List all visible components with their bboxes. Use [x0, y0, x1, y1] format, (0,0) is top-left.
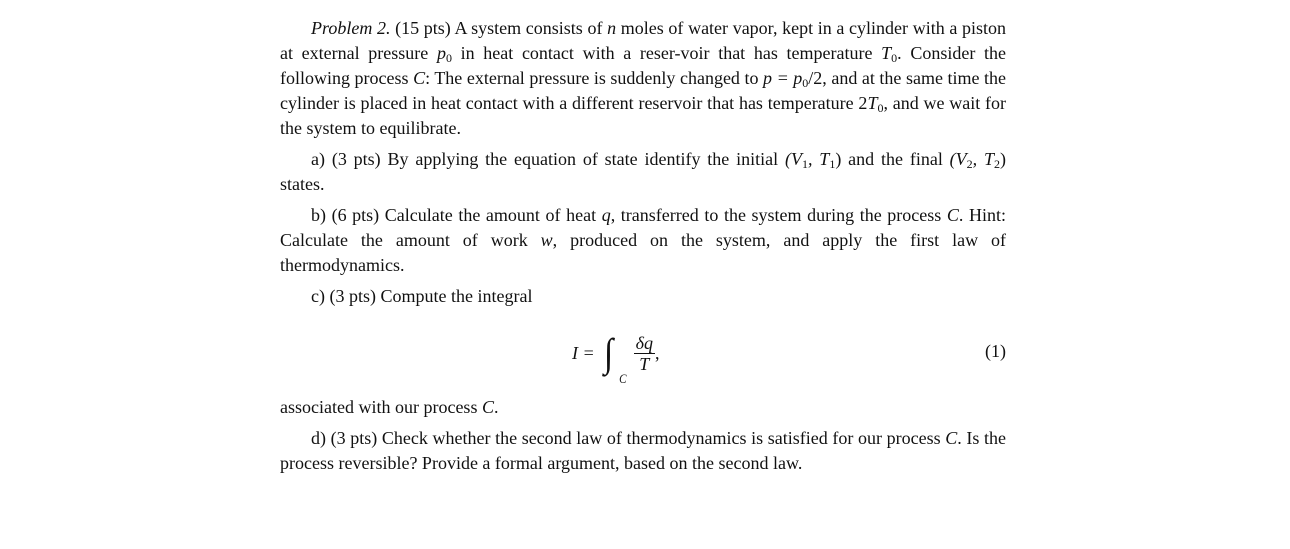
math-T0: $T_0$ [867, 93, 884, 115]
part-c: c) (3 pts) Compute the integral [311, 286, 533, 306]
fraction [634, 333, 655, 374]
part-c-after: associated with our process C. [280, 397, 499, 417]
math-p0: $p_0$ [436, 43, 452, 65]
equation-number: (1) [985, 341, 1006, 361]
intro-text: A system consists of [454, 18, 603, 38]
fraction-numerator: δq [635, 332, 653, 353]
math-p-eq: $p = p_0/2$ [763, 68, 823, 90]
problem-points: (15 pts) [395, 18, 451, 38]
part-a: a) (3 pts) By applying the equation of state identify the initial ($V_1$, $T_1$) and the final ($V_2$, $T_2$) states. [280, 149, 1007, 194]
problem-intro [280, 16, 1006, 141]
integral-subscript: C [618, 371, 627, 386]
problem-title: Problem 2. [311, 18, 391, 38]
integral-equation [280, 317, 1006, 391]
intro-text: . Consider the following process [280, 43, 1006, 88]
part-d: d) (3 pts) Check whether the second law of thermodynamics is satisfied for our process C. Is the process reversible? Provide a formal argument, based on the second law. [280, 428, 1006, 473]
intro-text: , and we wait for the system to equilibrate. [280, 93, 1006, 138]
fraction-denominator: T [639, 353, 650, 374]
math-C: C [413, 68, 426, 88]
integral-sign: ∫ C [603, 330, 627, 386]
math-T0: $T_0$ [881, 43, 898, 65]
intro-text: , and at the same time the cylinder is placed in heat contact with a different reservoir that has temperature 2 [280, 68, 1007, 113]
math-n: n [607, 18, 617, 38]
part-b: b) (6 pts) Calculate the amount of heat q, transferred to the system during the process C. Hint: Calculate the amount of work w, produced on the system, and apply the first law of thermodynamics. [280, 205, 1007, 275]
equation-lhs: I = [572, 342, 595, 363]
intro-text: in heat contact with a reser-voir that has temperature [460, 43, 873, 63]
problem-document [280, 16, 1006, 476]
intro-text: : The external pressure is suddenly changed to [425, 68, 759, 88]
equation-comma: , [654, 342, 660, 363]
intro-text: moles of water vapor, kept in a cylinder with a piston at external pressure [280, 18, 1006, 63]
